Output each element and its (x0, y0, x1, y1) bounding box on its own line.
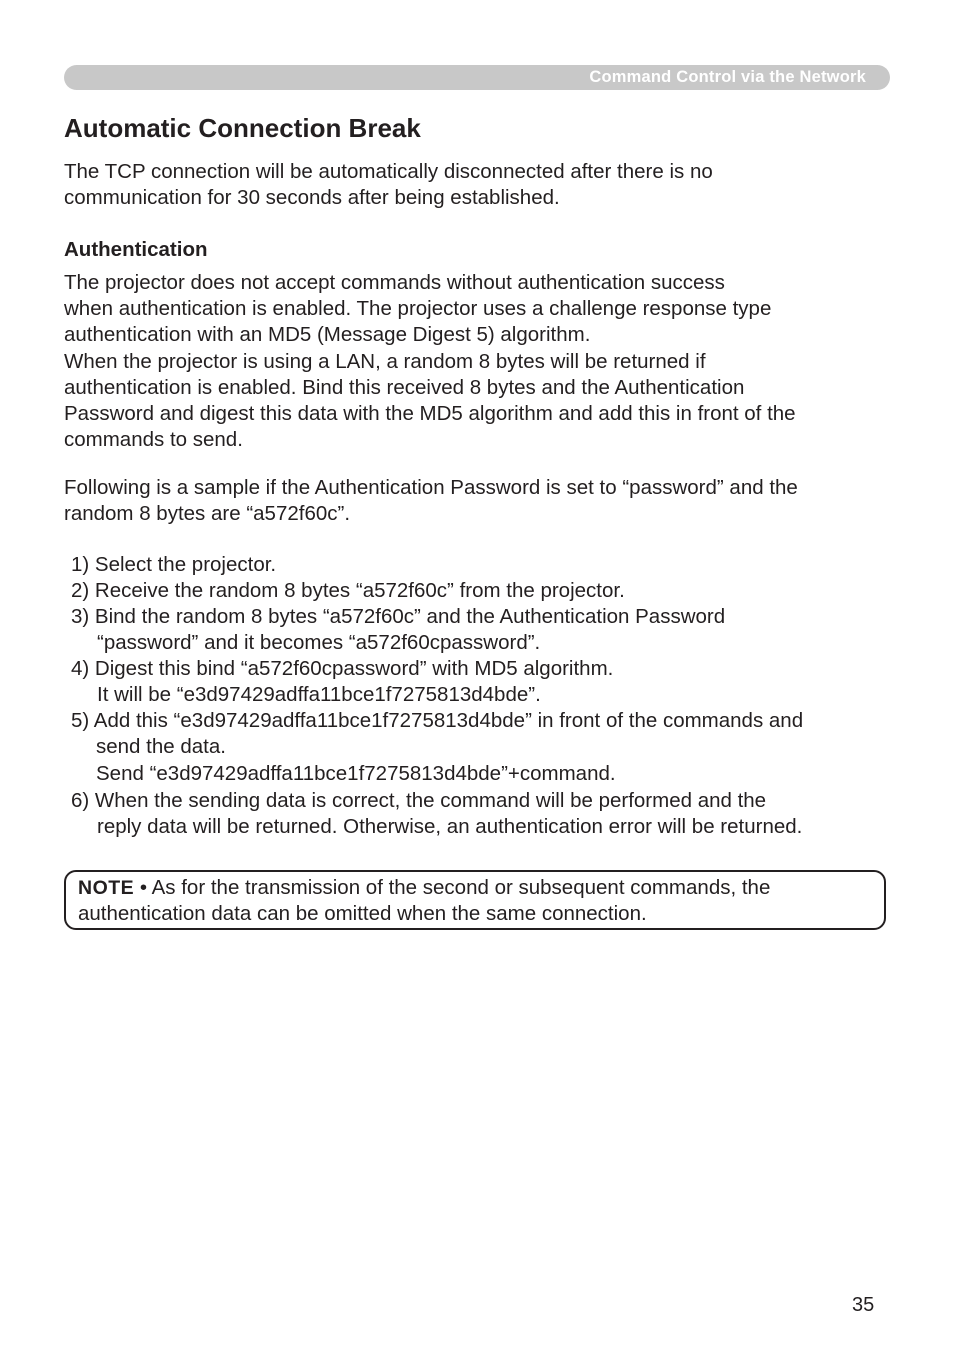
note-line-1: • As for the transmission of the second or subsequent commands, the (134, 876, 771, 899)
authentication-paragraph (64, 270, 796, 453)
page-title: Automatic Connection Break (64, 113, 421, 143)
step-2: 2) Receive the random 8 bytes “a572f60c” from the projector. (71, 579, 625, 602)
authentication-heading: Authentication (64, 238, 208, 261)
auth-line: Password and digest this data with the MD5 algorithm and add this in front of the (64, 402, 796, 426)
auth-line: authentication with an MD5 (Message Digest 5) algorithm. (64, 323, 591, 347)
section-header-title: Command Control via the Network (589, 68, 866, 86)
step-6: 6) When the sending data is correct, the command will be performed and the (71, 789, 767, 812)
step-3-continued: “password” and it becomes “a572f60cpassword”. (97, 631, 541, 654)
step-5-send: Send “e3d97429adffa11bce1f7275813d4bde”+command. (96, 762, 616, 785)
sample-paragraph (64, 475, 798, 527)
step-3: 3) Bind the random 8 bytes “a572f60c” and the Authentication Password (71, 605, 726, 628)
auth-line: When the projector is using a LAN, a random 8 bytes will be returned if (64, 349, 706, 373)
auth-line: commands to send. (64, 428, 243, 452)
intro-line: The TCP connection will be automatically disconnected after there is no (64, 160, 713, 183)
intro-paragraph (64, 159, 713, 211)
sample-line: Following is a sample if the Authentication Password is set to “password” and the (64, 476, 798, 499)
step-6-continued: reply data will be returned. Otherwise, an authentication error will be returned. (97, 815, 803, 838)
step-4: 4) Digest this bind “a572f60cpassword” with MD5 algorithm. (71, 657, 614, 680)
auth-line: authentication is enabled. Bind this received 8 bytes and the Authentication (64, 375, 745, 399)
step-4-continued: It will be “e3d97429adffa11bce1f7275813d4bde”. (97, 683, 541, 706)
step-5: 5) Add this “e3d97429adffa11bce1f7275813d4bde” in front of the commands and (71, 709, 804, 732)
intro-line: communication for 30 seconds after being established. (64, 186, 560, 210)
sample-line: random 8 bytes are “a572f60c”. (64, 502, 351, 526)
page-number: 35 (852, 1294, 875, 1316)
section-header-bar (64, 65, 890, 90)
auth-line: The projector does not accept commands without authentication success (64, 271, 725, 294)
note-text (78, 875, 770, 927)
auth-line: when authentication is enabled. The projector uses a challenge response type (64, 297, 772, 321)
note-line-2: authentication data can be omitted when the same connection. (78, 902, 647, 926)
step-5-continued: send the data. (96, 735, 226, 758)
note-label: NOTE (78, 877, 135, 899)
step-1: 1) Select the projector. (71, 553, 277, 576)
